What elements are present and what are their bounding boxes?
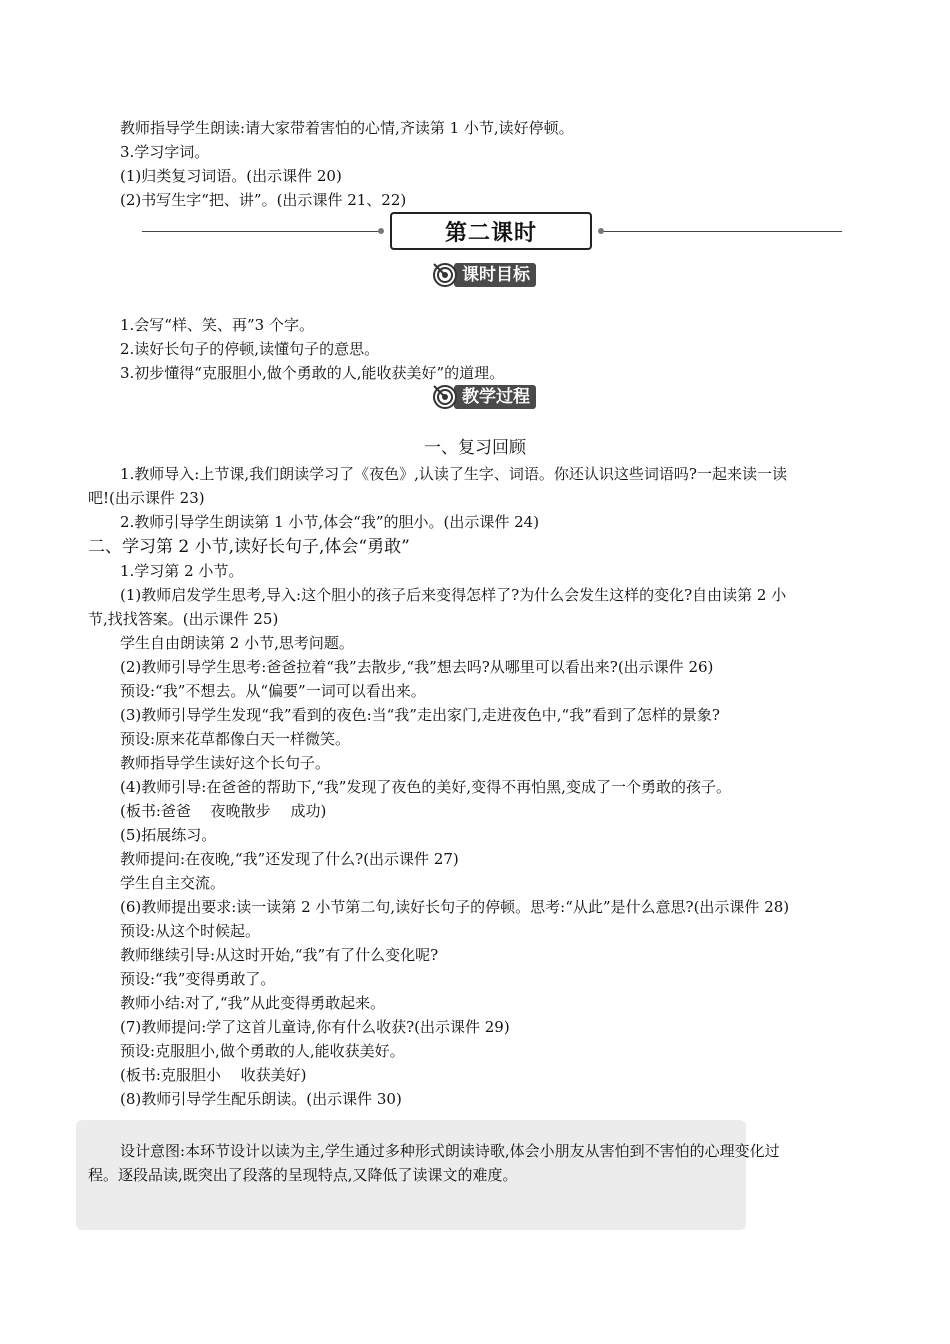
section-title: 二、学习第 2 小节,读好长句子,体会“勇敢” xyxy=(88,537,410,557)
text-line: (8)教师引导学生配乐朗读。(出示课件 30) xyxy=(120,1090,402,1108)
text-line: (板书:爸爸 夜晚散步 成功) xyxy=(120,802,327,820)
target-icon xyxy=(432,262,458,288)
text-line: 1.学习第 2 小节。 xyxy=(120,562,244,580)
process-badge xyxy=(432,384,536,410)
text-line: 3.学习字词。 xyxy=(120,143,210,161)
design-note-line: 设计意图:本环节设计以读为主,学生通过多种形式朗读诗歌,体会小朋友从害怕到不害怕的心理变化过 xyxy=(120,1142,780,1160)
text-line: (7)教师提问:学了这首儿童诗,你有什么收获?(出示课件 29) xyxy=(120,1018,510,1036)
text-line: 教师小结:对了,“我”从此变得勇敢起来。 xyxy=(120,994,386,1012)
objectives-badge xyxy=(432,262,536,288)
divider-dot xyxy=(598,228,604,234)
target-icon xyxy=(432,384,458,410)
text-line: 预设:“我”变得勇敢了。 xyxy=(120,970,276,988)
text-line: (5)拓展练习。 xyxy=(120,826,217,844)
text-line: (3)教师引导学生发现“我”看到的夜色:当“我”走出家门,走进夜色中,“我”看到了怎样的景象? xyxy=(120,706,720,724)
text-line: 教师指导学生朗读:请大家带着害怕的心情,齐读第 1 小节,读好停顿。 xyxy=(120,119,574,137)
text-line: 预设:从这个时候起。 xyxy=(120,922,261,940)
text-line: (6)教师提出要求:读一读第 2 小节第二句,读好长句子的停顿。思考:“从此”是什么意思?(出示课件 28) xyxy=(120,898,790,916)
text-line: 教师提问:在夜晚,“我”还发现了什么?(出示课件 27) xyxy=(120,850,459,868)
text-line: 2.教师引导学生朗读第 1 小节,体会“我”的胆小。(出示课件 24) xyxy=(120,513,540,531)
text-line: 1.教师导入:上节课,我们朗读学习了《夜色》,认读了生字、词语。你还认识这些词语吗?一起来读一读 xyxy=(120,465,787,483)
text-line: 节,找找答案。(出示课件 25) xyxy=(88,610,279,628)
process-badge-label: 教学过程 xyxy=(454,385,536,409)
text-line: (4)教师引导:在爸爸的帮助下,“我”发现了夜色的美好,变得不再怕黑,变成了一个勇敢的孩子。 xyxy=(120,778,731,796)
objective-item: 1.会写“样、笑、再”3 个字。 xyxy=(120,316,314,334)
text-line: 教师继续引导:从这时开始,“我”有了什么变化呢? xyxy=(120,946,439,964)
divider-right xyxy=(600,231,842,232)
lesson-title: 第二课时 xyxy=(390,212,592,250)
section-title: 一、复习回顾 xyxy=(424,438,526,458)
text-line: (2)教师引导学生思考:爸爸拉着“我”去散步,“我”想去吗?从哪里可以看出来?(出示课件 26) xyxy=(120,658,714,676)
text-line: (板书:克服胆小 收获美好) xyxy=(120,1066,307,1084)
divider-left xyxy=(142,231,382,232)
text-line: 预设:原来花草都像白天一样微笑。 xyxy=(120,730,351,748)
objectives-badge-label: 课时目标 xyxy=(454,263,536,287)
text-line: (1)归类复习词语。(出示课件 20) xyxy=(120,167,342,185)
text-line: (1)教师启发学生思考,导入:这个胆小的孩子后来变得怎样了?为什么会发生这样的变化?自由读第 2 小 xyxy=(120,586,787,604)
text-line: 预设:克服胆小,做个勇敢的人,能收获美好。 xyxy=(120,1042,405,1060)
text-line: 教师指导学生读好这个长句子。 xyxy=(120,754,331,772)
text-line: 学生自主交流。 xyxy=(120,874,226,892)
text-line: 预设:“我”不想去。从“偏要”一词可以看出来。 xyxy=(120,682,426,700)
text-line: 吧!(出示课件 23) xyxy=(88,489,205,507)
text-line: (2)书写生字“把、讲”。(出示课件 21、22) xyxy=(120,191,407,209)
text-line: 学生自由朗读第 2 小节,思考问题。 xyxy=(120,634,354,652)
objective-item: 3.初步懂得“克服胆小,做个勇敢的人,能收获美好”的道理。 xyxy=(120,364,505,382)
divider-dot xyxy=(378,228,384,234)
objective-item: 2.读好长句子的停顿,读懂句子的意思。 xyxy=(120,340,380,358)
design-note-line: 程。逐段品读,既突出了段落的呈现特点,又降低了读课文的难度。 xyxy=(88,1166,518,1184)
